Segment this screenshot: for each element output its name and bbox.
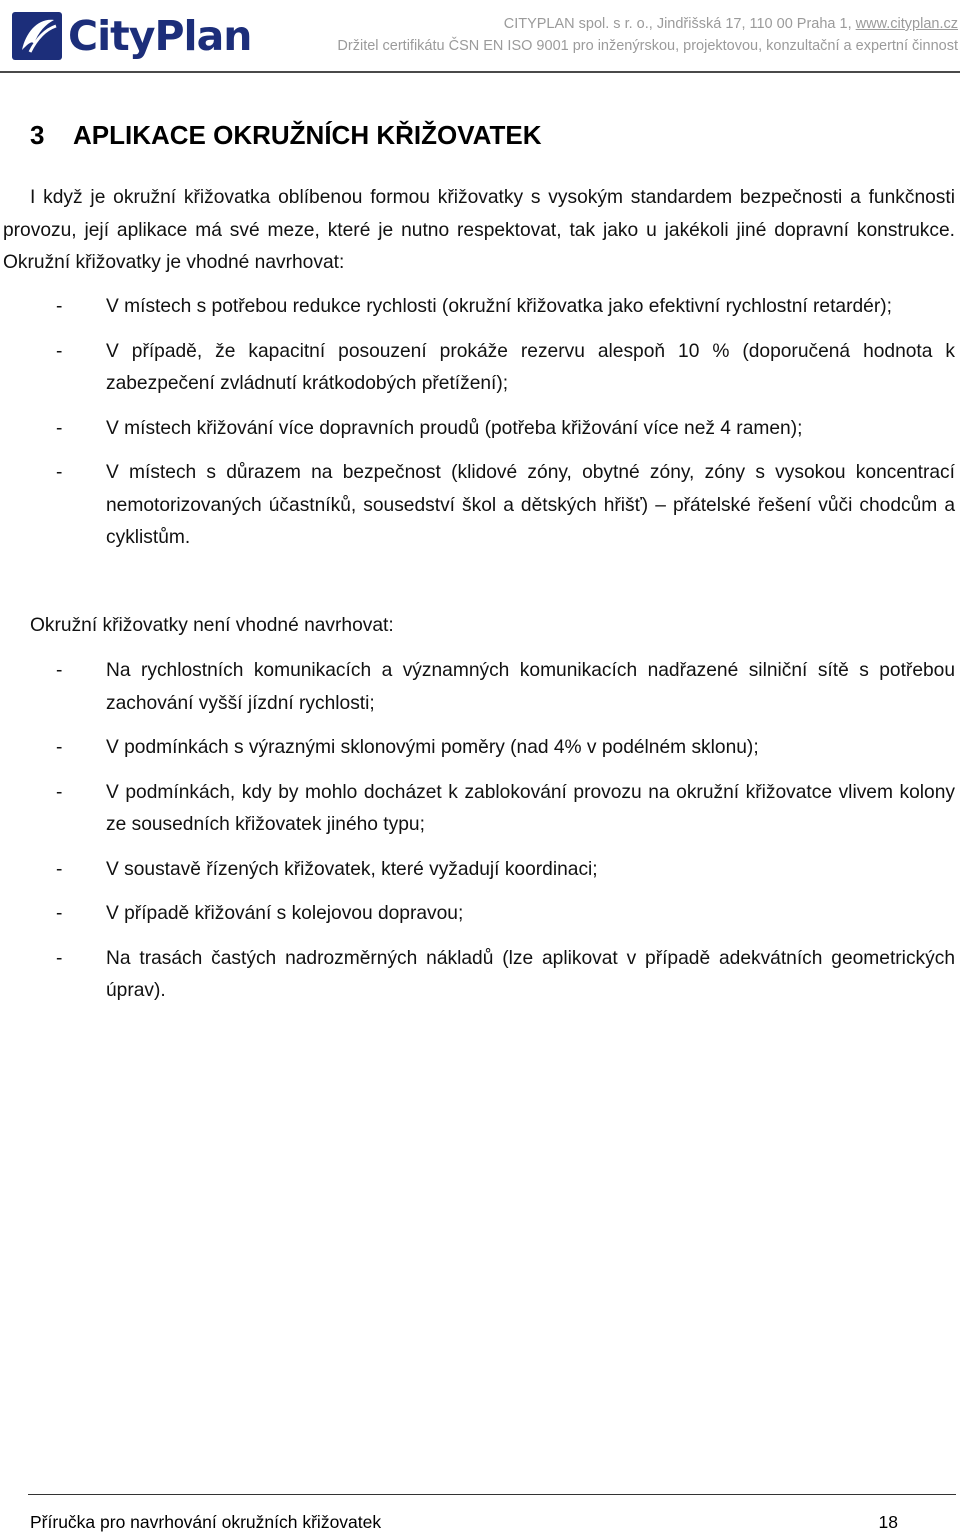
bullet-dash: -: [56, 340, 63, 362]
bullet-dash: -: [56, 947, 63, 969]
page-number: 18: [878, 1512, 898, 1532]
cityplan-logo-icon: [12, 10, 64, 62]
list-item: - V podmínkách, kdy by mohlo docházet k zablokování provozu na okružní křižovatce vlivem kolony ze sousedních křižovatek jiného typu;: [0, 777, 955, 842]
bullet-dash: -: [56, 903, 63, 924]
section-number: 3: [30, 120, 45, 150]
list-item: - V případě, že kapacitní posouzení prokáže rezervu alespoň 10 % (doporučená hodnota k zabezpečení zvládnutí krátkodobých přetížení);: [0, 336, 955, 401]
company-website-link[interactable]: www.cityplan.cz: [855, 16, 958, 32]
list-item: - Na trasách častých nadrozměrných nákladů (lze aplikovat v případě adekvátních geometrických úprav).: [0, 943, 955, 1008]
list-item: - V místech s důrazem na bezpečnost (klidové zóny, obytné zóny, zóny s vysokou koncentrací nemotorizovaných účastníků, sousedství škol a dětských hřišť) – přátelské řešení vůči chodcům a cyklistům.: [0, 457, 955, 555]
brand-name: CityPlan: [68, 12, 252, 60]
footer-divider: [28, 1494, 956, 1495]
list-item: - V soustavě řízených křižovatek, které vyžadují koordinaci;: [0, 854, 955, 887]
unsuitable-list: [0, 655, 955, 1020]
list-item: - V místech s potřebou redukce rychlosti (okružní křižovatka jako efektivní rychlostní retardér);: [0, 291, 955, 324]
cityplan-logo: [12, 8, 251, 64]
section-heading: [30, 118, 541, 152]
company-address-line: [337, 13, 958, 35]
company-address: CITYPLAN spol. s r. o., Jindřišská 17, 110 00 Praha 1,: [503, 16, 856, 32]
certificate-line: Držitel certifikátu ČSN EN ISO 9001 pro inženýrskou, projektovou, konzultační a expertní činnost: [337, 38, 958, 54]
list-item: - Na rychlostních komunikacích a významných komunikacích nadřazené silniční sítě s potřebou zachování vyšší jízdní rychlosti;: [0, 655, 955, 720]
company-info: [337, 13, 958, 57]
list-item: - V místech křižování více dopravních proudů (potřeba křižování více než 4 ramen);: [0, 413, 955, 446]
section-title: APLIKACE OKRUŽNÍCH KŘIŽOVATEK: [73, 120, 542, 150]
bullet-dash: -: [56, 296, 63, 317]
list-item: - V podmínkách s výraznými sklonovými poměry (nad 4% v podélném sklonu);: [0, 732, 955, 765]
bullet-dash: -: [56, 858, 63, 880]
bullet-dash: -: [56, 417, 63, 439]
bullet-dash: -: [56, 462, 63, 483]
footer-title: Příručka pro navrhování okružních křižovatek: [30, 1512, 382, 1532]
bullet-dash: -: [56, 781, 63, 803]
header-divider: [0, 71, 960, 73]
intro-paragraph: I když je okružní křižovatka oblíbenou formou křižovatky s vysokým standardem bezpečnosti a funkčnosti provozu, její aplikace má své meze, které je nutno respektovat, tak jako u jakékoli jiné dopravní konstrukce. Okružní křižovatky je vhodné navrhovat:: [3, 187, 955, 273]
bullet-dash: -: [56, 660, 63, 681]
bullet-dash: -: [56, 737, 63, 758]
unsuitable-heading: Okružní křižovatky není vhodné navrhovat:: [30, 615, 394, 636]
list-item: - V případě křižování s kolejovou dopravou;: [0, 898, 955, 931]
suitable-list: [0, 291, 955, 567]
